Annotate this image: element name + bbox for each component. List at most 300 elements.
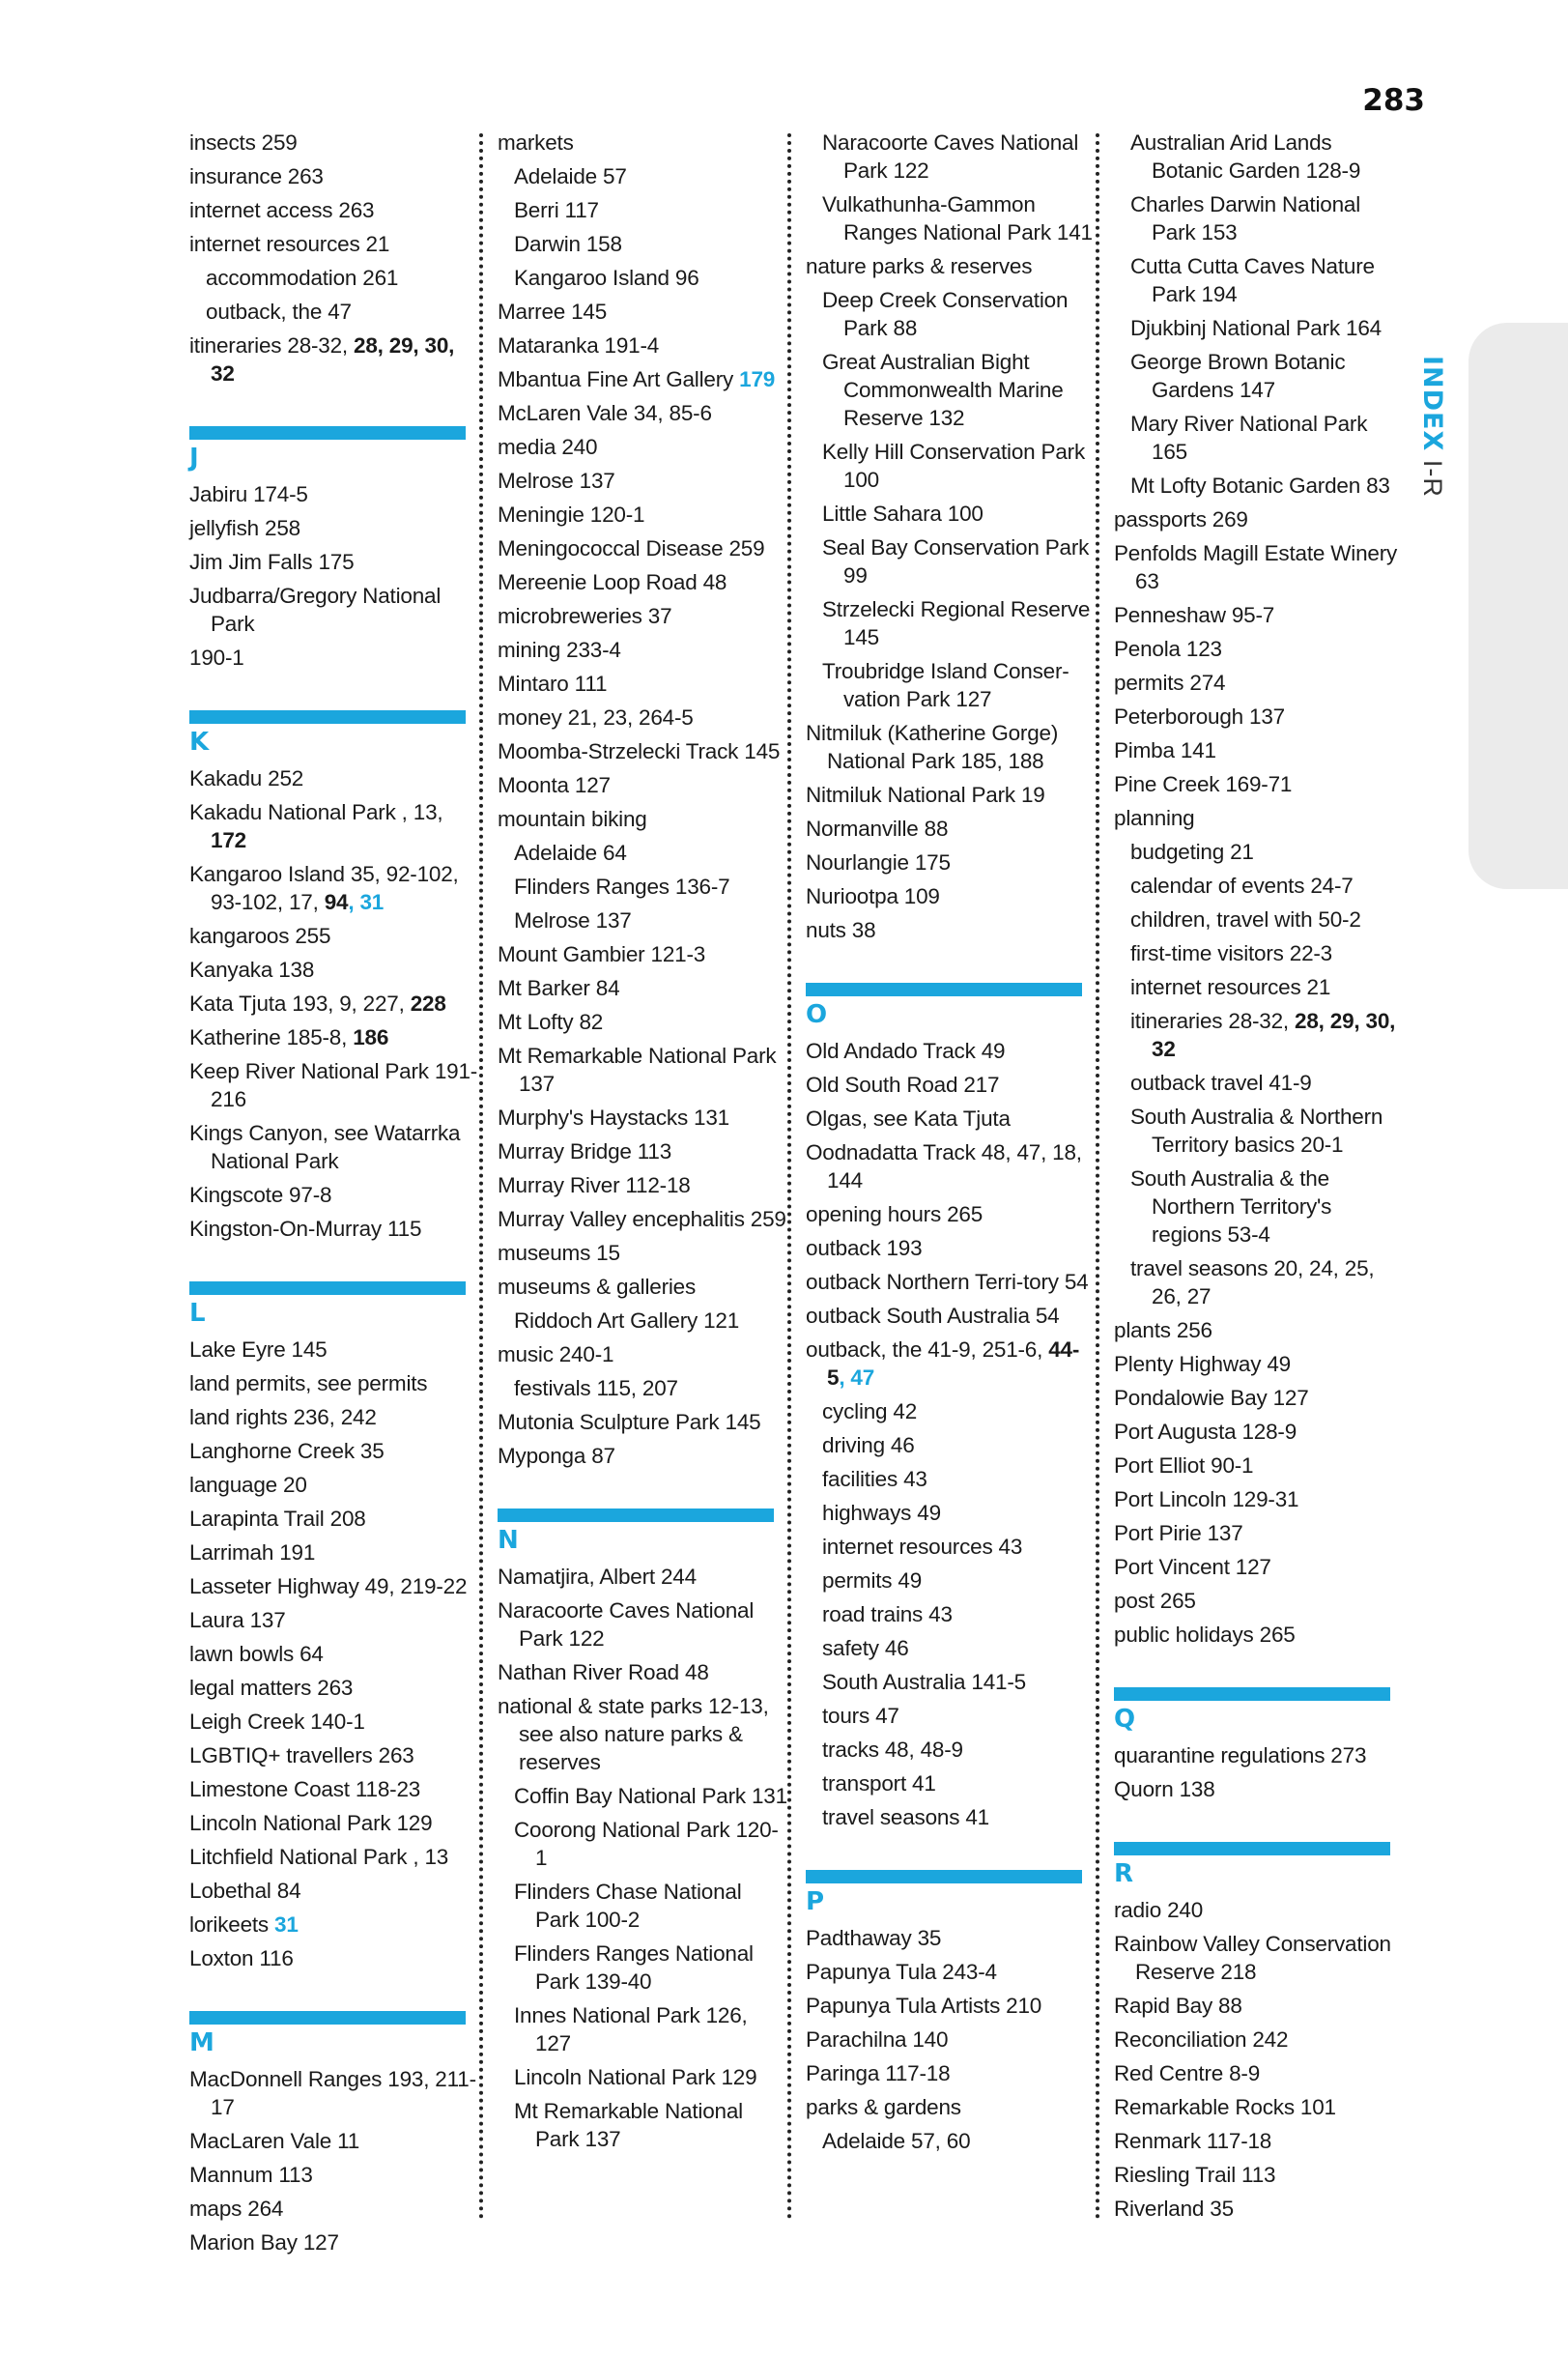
entry-text: Leigh Creek 140-1 — [189, 1710, 365, 1734]
entry-text: outback, the 41-9, 251-6, — [806, 1337, 1049, 1362]
entry-text: Vulkathunha-Gammon Ranges National Park 141 — [822, 192, 1093, 244]
entry-text: Rainbow Valley Conservation Reserve 218 — [1114, 1932, 1391, 1984]
index-entry — [1114, 1587, 1404, 1615]
index-entry — [189, 331, 479, 388]
letter-heading — [498, 1508, 787, 1557]
entry-text: Mataranka 191-4 — [498, 333, 660, 358]
entry-text: Papunya Tula 243-4 — [806, 1960, 997, 1984]
entry-text: Mannum 113 — [189, 2163, 313, 2187]
entry-text: Plenty Highway 49 — [1114, 1352, 1291, 1376]
entry-map-page: 186 — [353, 1025, 389, 1049]
entry-text: insurance 263 — [189, 164, 324, 188]
letter-heading-bar — [1114, 1842, 1390, 1855]
index-entry — [189, 1809, 479, 1837]
entry-text: jellyfish 258 — [189, 516, 300, 540]
entry-text: mining 233-4 — [498, 638, 621, 662]
entry-text: Great Australian Bight Commonwealth Marine Reserve 132 — [822, 350, 1064, 430]
entry-text: Melrose 137 — [514, 908, 632, 933]
entry-text: microbreweries 37 — [498, 604, 672, 628]
entry-text: Mbantua Fine Art Gallery — [498, 367, 740, 391]
index-entry — [189, 922, 479, 950]
entry-text: opening hours 265 — [806, 1202, 984, 1226]
entry-map-page: 28, 29, 30, 32 — [211, 333, 455, 386]
index-entry — [498, 974, 787, 1002]
entry-text: Pimba 141 — [1114, 738, 1216, 762]
entry-text: Coorong National Park 120-1 — [514, 1818, 779, 1870]
letter-heading-label: Q — [1114, 1705, 1136, 1734]
index-entry — [189, 480, 479, 508]
entry-text: Nuriootpa 109 — [806, 884, 940, 908]
index-entry — [806, 815, 1096, 843]
index-entry — [1114, 669, 1404, 697]
letter-heading-bar — [189, 426, 466, 440]
index-subentry — [1130, 252, 1404, 308]
entry-text: parks & gardens — [806, 2095, 961, 2119]
index-entry — [498, 331, 787, 359]
entry-text: Adelaide 64 — [514, 841, 627, 865]
entry-text: nuts 38 — [806, 918, 876, 942]
entry-text: radio 240 — [1114, 1898, 1204, 1922]
entry-text: itineraries 28-32, — [189, 333, 355, 358]
index-entry — [189, 860, 479, 916]
index-entry — [806, 719, 1096, 775]
index-column-4 — [1114, 129, 1404, 2228]
index-entry — [498, 1658, 787, 1686]
index-subentry — [822, 657, 1096, 713]
entry-text: kangaroos 255 — [189, 924, 331, 948]
index-entry — [498, 636, 787, 664]
entry-text: Cutta Cutta Caves Nature Park 194 — [1130, 254, 1375, 306]
index-entry — [498, 433, 787, 461]
index-subentry — [514, 264, 787, 292]
index-entry — [498, 1171, 787, 1199]
entry-text: Flinders Chase National Park 100-2 — [514, 1880, 742, 1932]
entry-text: Lincoln National Park 129 — [514, 2065, 757, 2089]
index-entry — [1114, 770, 1404, 798]
entry-text: Berri 117 — [514, 198, 599, 222]
index-entry — [189, 2161, 479, 2189]
index-entry — [806, 1071, 1096, 1099]
entry-text: South Australia & the Northern Territory's regions 53-4 — [1130, 1166, 1332, 1247]
index-subentry — [822, 1769, 1096, 1797]
index-entry — [189, 764, 479, 792]
entry-text: Myponga 87 — [498, 1444, 615, 1468]
entry-text: Kangaroo Island 96 — [514, 266, 699, 290]
index-subentry — [514, 906, 787, 934]
index-entry — [189, 1505, 479, 1533]
index-entry — [189, 798, 479, 854]
entry-text: Flinders Ranges National Park 139-40 — [514, 1941, 754, 1994]
letter-heading-label: K — [189, 728, 210, 757]
entry-text: Namatjira, Albert 244 — [498, 1565, 697, 1589]
index-entry — [498, 1273, 787, 1301]
index-tab-label — [1418, 356, 1457, 549]
index-entry — [1114, 1316, 1404, 1344]
entry-text: Australian Arid Lands Botanic Garden 128-9 — [1130, 130, 1361, 183]
entry-text: public holidays 265 — [1114, 1623, 1296, 1647]
entry-text: nature parks & reserves — [806, 254, 1033, 278]
entry-photo-page: 31 — [274, 1912, 299, 1937]
letter-heading-bar — [498, 1508, 774, 1522]
index-entry — [189, 548, 479, 576]
letter-heading — [806, 1870, 1096, 1918]
entry-text: itineraries 28-32, — [1130, 1009, 1296, 1033]
entry-text: Coffin Bay National Park 131 — [514, 1784, 787, 1808]
entry-text: planning — [1114, 806, 1195, 830]
entry-text: Mt Remarkable National Park 137 — [514, 2099, 743, 2151]
index-subentry — [514, 1816, 787, 1872]
letter-heading — [1114, 1842, 1404, 1890]
letter-heading-label: P — [806, 1887, 825, 1916]
entry-text: museums & galleries — [498, 1275, 697, 1299]
index-subentry — [1130, 872, 1404, 900]
entry-text: Katherine 185-8, — [189, 1025, 354, 1049]
index-entry — [498, 534, 787, 562]
index-entry — [498, 1596, 787, 1652]
entry-text: Parachilna 140 — [806, 2027, 949, 2052]
entry-text: first-time visitors 22-3 — [1130, 941, 1332, 965]
entry-text: Kelly Hill Conservation Park 100 — [822, 440, 1086, 492]
entry-map-page: 228 — [410, 991, 446, 1016]
index-subentry — [514, 839, 787, 867]
entry-text: travel seasons 41 — [822, 1805, 989, 1829]
index-entry — [498, 501, 787, 529]
index-entry — [806, 781, 1096, 809]
index-entry — [498, 1104, 787, 1132]
index-entry — [1114, 1930, 1404, 1986]
index-entry — [1114, 1519, 1404, 1547]
index-subentry — [1130, 838, 1404, 866]
index-entry — [189, 1336, 479, 1364]
entry-text: Innes National Park 126, 127 — [514, 2003, 748, 2055]
index-subentry — [1130, 472, 1404, 500]
entry-text: calendar of events 24-7 — [1130, 874, 1354, 898]
index-column-3 — [806, 129, 1096, 2161]
entry-text: Nourlangie 175 — [806, 850, 951, 875]
entry-text: outback South Australia 54 — [806, 1304, 1060, 1328]
index-subentry — [514, 230, 787, 258]
index-entry — [189, 1843, 479, 1871]
entry-text: transport 41 — [822, 1771, 936, 1796]
entry-text: Strzelecki Regional Reserve 145 — [822, 597, 1091, 649]
index-entry — [189, 1057, 479, 1113]
entry-text: Troubridge Island Conser-vation Park 127 — [822, 659, 1069, 711]
index-entry — [189, 2127, 479, 2155]
index-entry — [498, 298, 787, 326]
entry-text: mountain biking — [498, 807, 647, 831]
entry-text: Riesling Trail 113 — [1114, 2163, 1276, 2187]
entry-text: internet resources 43 — [822, 1535, 1023, 1559]
index-entry — [189, 1437, 479, 1465]
index-entry — [498, 1205, 787, 1233]
entry-text: MacLaren Vale 11 — [189, 2129, 360, 2153]
entry-text: South Australia & Northern Territory basics 20-1 — [1130, 1105, 1383, 1157]
entry-text: quarantine regulations 273 — [1114, 1743, 1367, 1767]
entry-photo-page: 179 — [739, 367, 776, 391]
entry-text: Seal Bay Conservation Park 99 — [822, 535, 1090, 588]
index-entry — [189, 1369, 479, 1397]
entry-text: Adelaide 57 — [514, 164, 627, 188]
index-side-tab — [1468, 323, 1568, 889]
index-entry — [1114, 2026, 1404, 2054]
entry-text: permits 274 — [1114, 671, 1226, 695]
entry-text: insects 259 — [189, 130, 298, 155]
entry-text: Murray Valley encephalitis 259 — [498, 1207, 786, 1231]
entry-text: Mount Gambier 121-3 — [498, 942, 706, 966]
entry-text: Kingscote 97-8 — [189, 1183, 332, 1207]
entry-text: Judbarra/Gregory National Park — [189, 584, 442, 636]
entry-text: Mt Lofty Botanic Garden 83 — [1130, 474, 1390, 498]
index-entry — [189, 1023, 479, 1051]
index-subentry — [822, 1397, 1096, 1425]
index-subentry — [514, 1307, 787, 1335]
entry-text: Port Elliot 90-1 — [1114, 1453, 1254, 1478]
index-subentry — [822, 595, 1096, 651]
index-subentry — [822, 2127, 1096, 2155]
entry-text: Port Augusta 128-9 — [1114, 1420, 1297, 1444]
entry-text: Mt Remarkable National Park 137 — [498, 1044, 777, 1096]
entry-text: Kakadu National Park , 13, — [189, 800, 443, 824]
entry-text: lorikeets — [189, 1912, 275, 1937]
index-entry — [189, 1215, 479, 1243]
letter-heading-label: O — [806, 1000, 828, 1029]
entry-text: safety 46 — [822, 1636, 909, 1660]
entry-text: Mary River National Park 165 — [1130, 412, 1368, 464]
index-subentry — [1130, 129, 1404, 185]
entry-map-page: 44-5 — [827, 1337, 1080, 1390]
entry-text: permits 49 — [822, 1568, 923, 1593]
index-entry — [806, 848, 1096, 876]
index-entry — [806, 1336, 1096, 1392]
index-entry — [498, 467, 787, 495]
index-entry — [189, 1775, 479, 1803]
index-range-label: I-R — [1418, 459, 1447, 498]
entry-text: budgeting 21 — [1130, 840, 1254, 864]
index-entry — [806, 1037, 1096, 1065]
entry-text: tracks 48, 48-9 — [822, 1738, 963, 1762]
index-subentry — [1130, 410, 1404, 466]
index-entry — [1114, 2195, 1404, 2223]
entry-text: South Australia 141-5 — [822, 1670, 1026, 1694]
index-entry — [806, 252, 1096, 280]
entry-text: Little Sahara 100 — [822, 502, 984, 526]
index-column-1 — [189, 129, 479, 2262]
letter-heading-bar — [1114, 1687, 1390, 1701]
letter-heading-bar — [806, 1870, 1082, 1883]
entry-text: Penfolds Magill Estate Winery 63 — [1114, 541, 1398, 593]
letter-heading-label: M — [189, 2028, 214, 2057]
index-subentry — [822, 129, 1096, 185]
index-subentry — [822, 1668, 1096, 1696]
entry-text: Darwin 158 — [514, 232, 622, 256]
index-subentry — [822, 438, 1096, 494]
entry-text: travel seasons 20, 24, 25, 26, 27 — [1130, 1256, 1375, 1308]
page-number: 283 — [1362, 83, 1425, 118]
entry-text: outback Northern Terri-tory 54 — [806, 1270, 1089, 1294]
letter-heading-bar — [806, 983, 1082, 996]
entry-text: Quorn 138 — [1114, 1777, 1215, 1801]
entry-text: Mt Lofty 82 — [498, 1010, 604, 1034]
entry-text: internet resources 21 — [1130, 975, 1331, 999]
index-entry — [498, 1340, 787, 1368]
entry-text: road trains 43 — [822, 1602, 953, 1626]
index-subentry — [514, 162, 787, 190]
index-entry — [1114, 804, 1404, 832]
index-subentry — [822, 348, 1096, 432]
index-subentry — [206, 298, 479, 326]
entry-text: Mintaro 111 — [498, 672, 608, 696]
entry-text: Papunya Tula Artists 210 — [806, 1994, 1042, 2018]
index-entry — [1114, 2093, 1404, 2121]
index-entry — [498, 940, 787, 968]
entry-text: Renmark 117-18 — [1114, 2129, 1272, 2153]
entry-text: accommodation 261 — [206, 266, 399, 290]
index-entry — [806, 882, 1096, 910]
index-entry — [189, 582, 479, 638]
index-subentry — [1130, 939, 1404, 967]
index-entry — [498, 129, 787, 157]
entry-text: highways 49 — [822, 1501, 941, 1525]
index-entry — [498, 399, 787, 427]
index-entry — [1114, 1384, 1404, 1412]
entry-text: Murray River 112-18 — [498, 1173, 691, 1197]
letter-heading-label: L — [189, 1299, 206, 1328]
index-subentry — [822, 190, 1096, 246]
index-subentry — [822, 1803, 1096, 1831]
index-subentry — [822, 1736, 1096, 1764]
entry-text: Mutonia Sculpture Park 145 — [498, 1410, 761, 1434]
index-entry — [1114, 1621, 1404, 1649]
index-entry — [1114, 635, 1404, 663]
entry-text: Nathan River Road 48 — [498, 1660, 709, 1684]
index-entry — [189, 1538, 479, 1566]
index-entry — [189, 1403, 479, 1431]
entry-text: post 265 — [1114, 1589, 1196, 1613]
entry-text: Djukbinj National Park 164 — [1130, 316, 1382, 340]
index-entry — [1114, 2059, 1404, 2087]
letter-heading — [189, 2011, 479, 2059]
entry-text: Penola 123 — [1114, 637, 1222, 661]
entry-text: Limestone Coast 118-23 — [189, 1777, 421, 1801]
entry-text: Kingston-On-Murray 115 — [189, 1217, 422, 1241]
letter-heading — [1114, 1687, 1404, 1736]
entry-text: Peterborough 137 — [1114, 704, 1285, 729]
letter-heading — [189, 710, 479, 759]
letter-heading-label: R — [1114, 1859, 1134, 1888]
entry-text: Adelaide 57, 60 — [822, 2129, 971, 2153]
index-entry — [189, 990, 479, 1018]
entry-text: Kata Tjuta 193, 9, 227, — [189, 991, 411, 1016]
entry-text: Kangaroo Island 35, 92-102, 93-102, 17, — [189, 862, 459, 914]
entry-text: festivals 115, 207 — [514, 1376, 678, 1400]
index-entry — [1114, 1896, 1404, 1924]
index-entry — [498, 1408, 787, 1436]
entry-text: Jabiru 174-5 — [189, 482, 308, 506]
entry-text: land rights 236, 242 — [189, 1405, 377, 1429]
index-entry — [498, 1137, 787, 1165]
entry-text: Normanville 88 — [806, 817, 949, 841]
index-entry — [1114, 1553, 1404, 1581]
entry-text: Riverland 35 — [1114, 2197, 1234, 2221]
entry-text: Meningococcal Disease 259 — [498, 536, 765, 560]
index-entry — [189, 956, 479, 984]
index-subentry — [514, 1939, 787, 1996]
index-subentry — [206, 264, 479, 292]
index-subentry — [1130, 190, 1404, 246]
entry-text: Mt Barker 84 — [498, 976, 620, 1000]
entry-text: Kakadu 252 — [189, 766, 304, 790]
entry-text: Laura 137 — [189, 1608, 286, 1632]
index-entry — [498, 805, 787, 833]
entry-text: Paringa 117-18 — [806, 2061, 951, 2085]
index-entry — [498, 1442, 787, 1470]
entry-text: Pine Creek 169-71 — [1114, 772, 1293, 796]
index-subentry — [822, 1431, 1096, 1459]
entry-text: Penneshaw 95-7 — [1114, 603, 1275, 627]
entry-text: language 20 — [189, 1473, 307, 1497]
entry-text: land permits, see permits — [189, 1371, 428, 1395]
index-entry — [1114, 1741, 1404, 1769]
index-entry — [189, 1708, 479, 1736]
index-entry — [498, 365, 787, 393]
index-subentry — [514, 1782, 787, 1810]
index-entry — [806, 1302, 1096, 1330]
index-entry — [806, 1105, 1096, 1133]
entry-text: Lobethal 84 — [189, 1879, 301, 1903]
entry-text: passports 269 — [1114, 507, 1248, 532]
index-entry — [1114, 736, 1404, 764]
index-subentry — [514, 2001, 787, 2057]
index-entry — [189, 644, 479, 672]
entry-text: Kanyaka 138 — [189, 958, 315, 982]
index-entry — [1114, 601, 1404, 629]
entry-text: Reconciliation 242 — [1114, 2027, 1289, 2052]
entry-text: Loxton 116 — [189, 1946, 294, 1970]
index-subentry — [822, 1702, 1096, 1730]
letter-heading-bar — [189, 710, 466, 724]
entry-text: Meningie 120-1 — [498, 503, 645, 527]
entry-text: Flinders Ranges 136-7 — [514, 875, 730, 899]
letter-heading-label: J — [189, 444, 199, 473]
index-subentry — [514, 873, 787, 901]
entry-text: plants 256 — [1114, 1318, 1212, 1342]
entry-text: Old South Road 217 — [806, 1073, 1000, 1097]
index-entry — [189, 1606, 479, 1634]
index-subentry — [822, 533, 1096, 589]
index-subentry — [822, 1634, 1096, 1662]
index-entry — [189, 230, 479, 258]
index-label: INDEX — [1417, 356, 1447, 452]
letter-heading — [806, 983, 1096, 1031]
entry-text: MacDonnell Ranges 193, 211-17 — [189, 2067, 476, 2119]
entry-text: outback travel 41-9 — [1130, 1071, 1312, 1095]
entry-text: media 240 — [498, 435, 598, 459]
letter-heading-bar — [189, 2011, 466, 2025]
index-subentry — [1130, 1007, 1404, 1063]
entry-text: Deep Creek Conservation Park 88 — [822, 288, 1069, 340]
index-entry — [806, 1268, 1096, 1296]
entry-text: Old Andado Track 49 — [806, 1039, 1006, 1063]
entry-text: music 240-1 — [498, 1342, 614, 1366]
index-entry — [498, 1239, 787, 1267]
index-subentry — [1130, 973, 1404, 1001]
entry-text: Naracoorte Caves National Park 122 — [498, 1598, 755, 1651]
index-entry — [806, 2059, 1096, 2087]
index-entry — [1114, 2161, 1404, 2189]
entry-text: McLaren Vale 34, 85-6 — [498, 401, 712, 425]
entry-text: Lake Eyre 145 — [189, 1337, 328, 1362]
entry-text: Keep River National Park 191-216 — [189, 1059, 478, 1111]
